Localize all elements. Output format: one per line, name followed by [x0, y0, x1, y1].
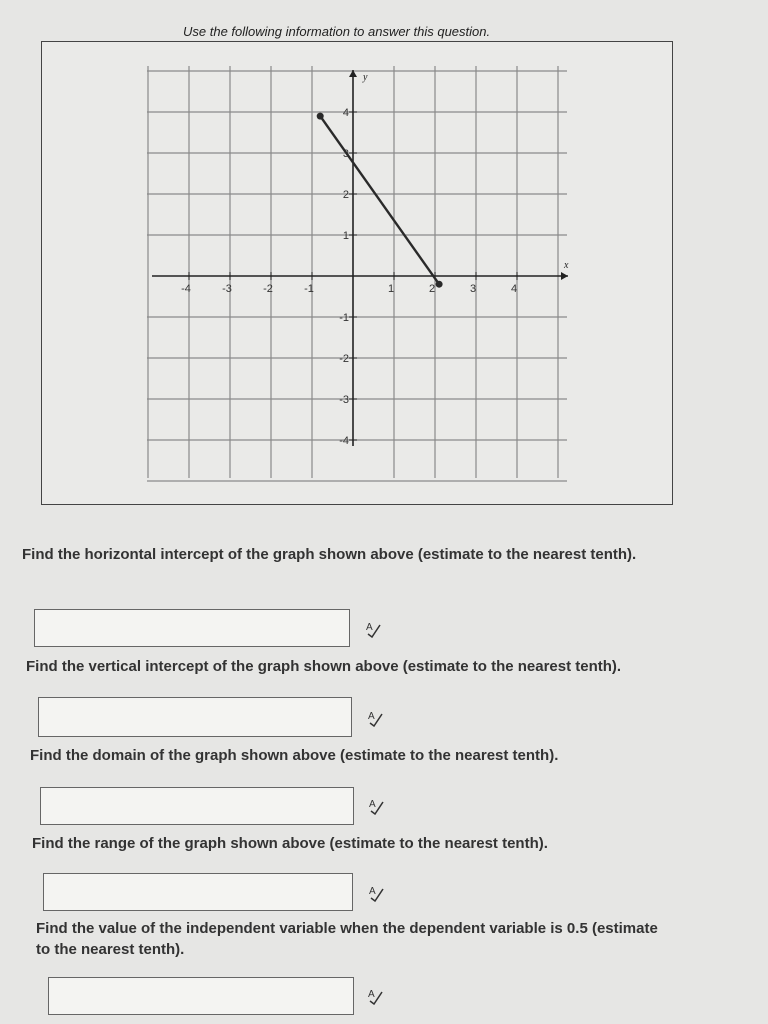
spellcheck-icon[interactable]: [364, 620, 382, 638]
y-tick-label: -2: [339, 353, 349, 365]
graph-line: [320, 116, 439, 284]
svg-text:A: A: [366, 622, 373, 633]
vertical-intercept-input[interactable]: [38, 697, 352, 737]
instruction-text: Use the following information to answer this question.: [183, 24, 491, 39]
x-tick-label: 3: [469, 283, 477, 295]
range-input[interactable]: [43, 873, 353, 911]
x-axis-label: x: [564, 260, 569, 271]
y-tick-label: 3: [342, 148, 349, 160]
independent-variable-input[interactable]: [48, 977, 354, 1015]
x-tick-label: 4: [510, 283, 518, 295]
question-independent-variable: Find the value of the independent variable when the dependent variable is 0.5 (estimate to the nearest tenth).: [36, 920, 658, 958]
x-tick-label: -4: [181, 283, 191, 295]
x-tick-label: 2: [428, 283, 436, 295]
question-vertical-intercept: Find the vertical intercept of the graph shown above (estimate to the nearest tenth).: [26, 658, 622, 675]
y-tick-label: 1: [342, 230, 349, 242]
spellcheck-icon[interactable]: [366, 709, 384, 727]
x-tick-label: 1: [387, 283, 395, 295]
svg-text:A: A: [369, 886, 376, 897]
x-tick-label: -1: [304, 283, 314, 295]
x-tick-label: -3: [222, 283, 232, 295]
question-range: Find the range of the graph shown above (estimate to the nearest tenth).: [32, 835, 548, 852]
y-tick-label: 4: [342, 107, 349, 119]
spellcheck-icon[interactable]: [367, 884, 385, 902]
graph-panel: [41, 41, 673, 505]
y-tick-label: -3: [339, 394, 349, 406]
y-tick-label: 2: [342, 189, 349, 201]
coordinate-graph: [42, 42, 672, 504]
svg-text:A: A: [368, 989, 375, 1000]
y-tick-label: -4: [339, 435, 349, 447]
x-tick-label: -2: [263, 283, 273, 295]
svg-text:A: A: [368, 711, 375, 722]
horizontal-intercept-input[interactable]: [34, 609, 350, 647]
question-domain: Find the domain of the graph shown above (estimate to the nearest tenth).: [30, 747, 559, 764]
y-tick-label: -1: [339, 312, 349, 324]
graph-endpoint: [317, 113, 324, 120]
svg-text:A: A: [369, 799, 376, 810]
spellcheck-icon[interactable]: [366, 987, 384, 1005]
spellcheck-icon[interactable]: [367, 797, 385, 815]
y-axis-label: y: [363, 72, 368, 83]
graph-endpoint: [436, 281, 443, 288]
domain-input[interactable]: [40, 787, 354, 825]
question-horizontal-intercept: Find the horizontal intercept of the graph shown above (estimate to the nearest tenth).: [22, 546, 637, 563]
x-axis-arrow: [561, 272, 568, 280]
